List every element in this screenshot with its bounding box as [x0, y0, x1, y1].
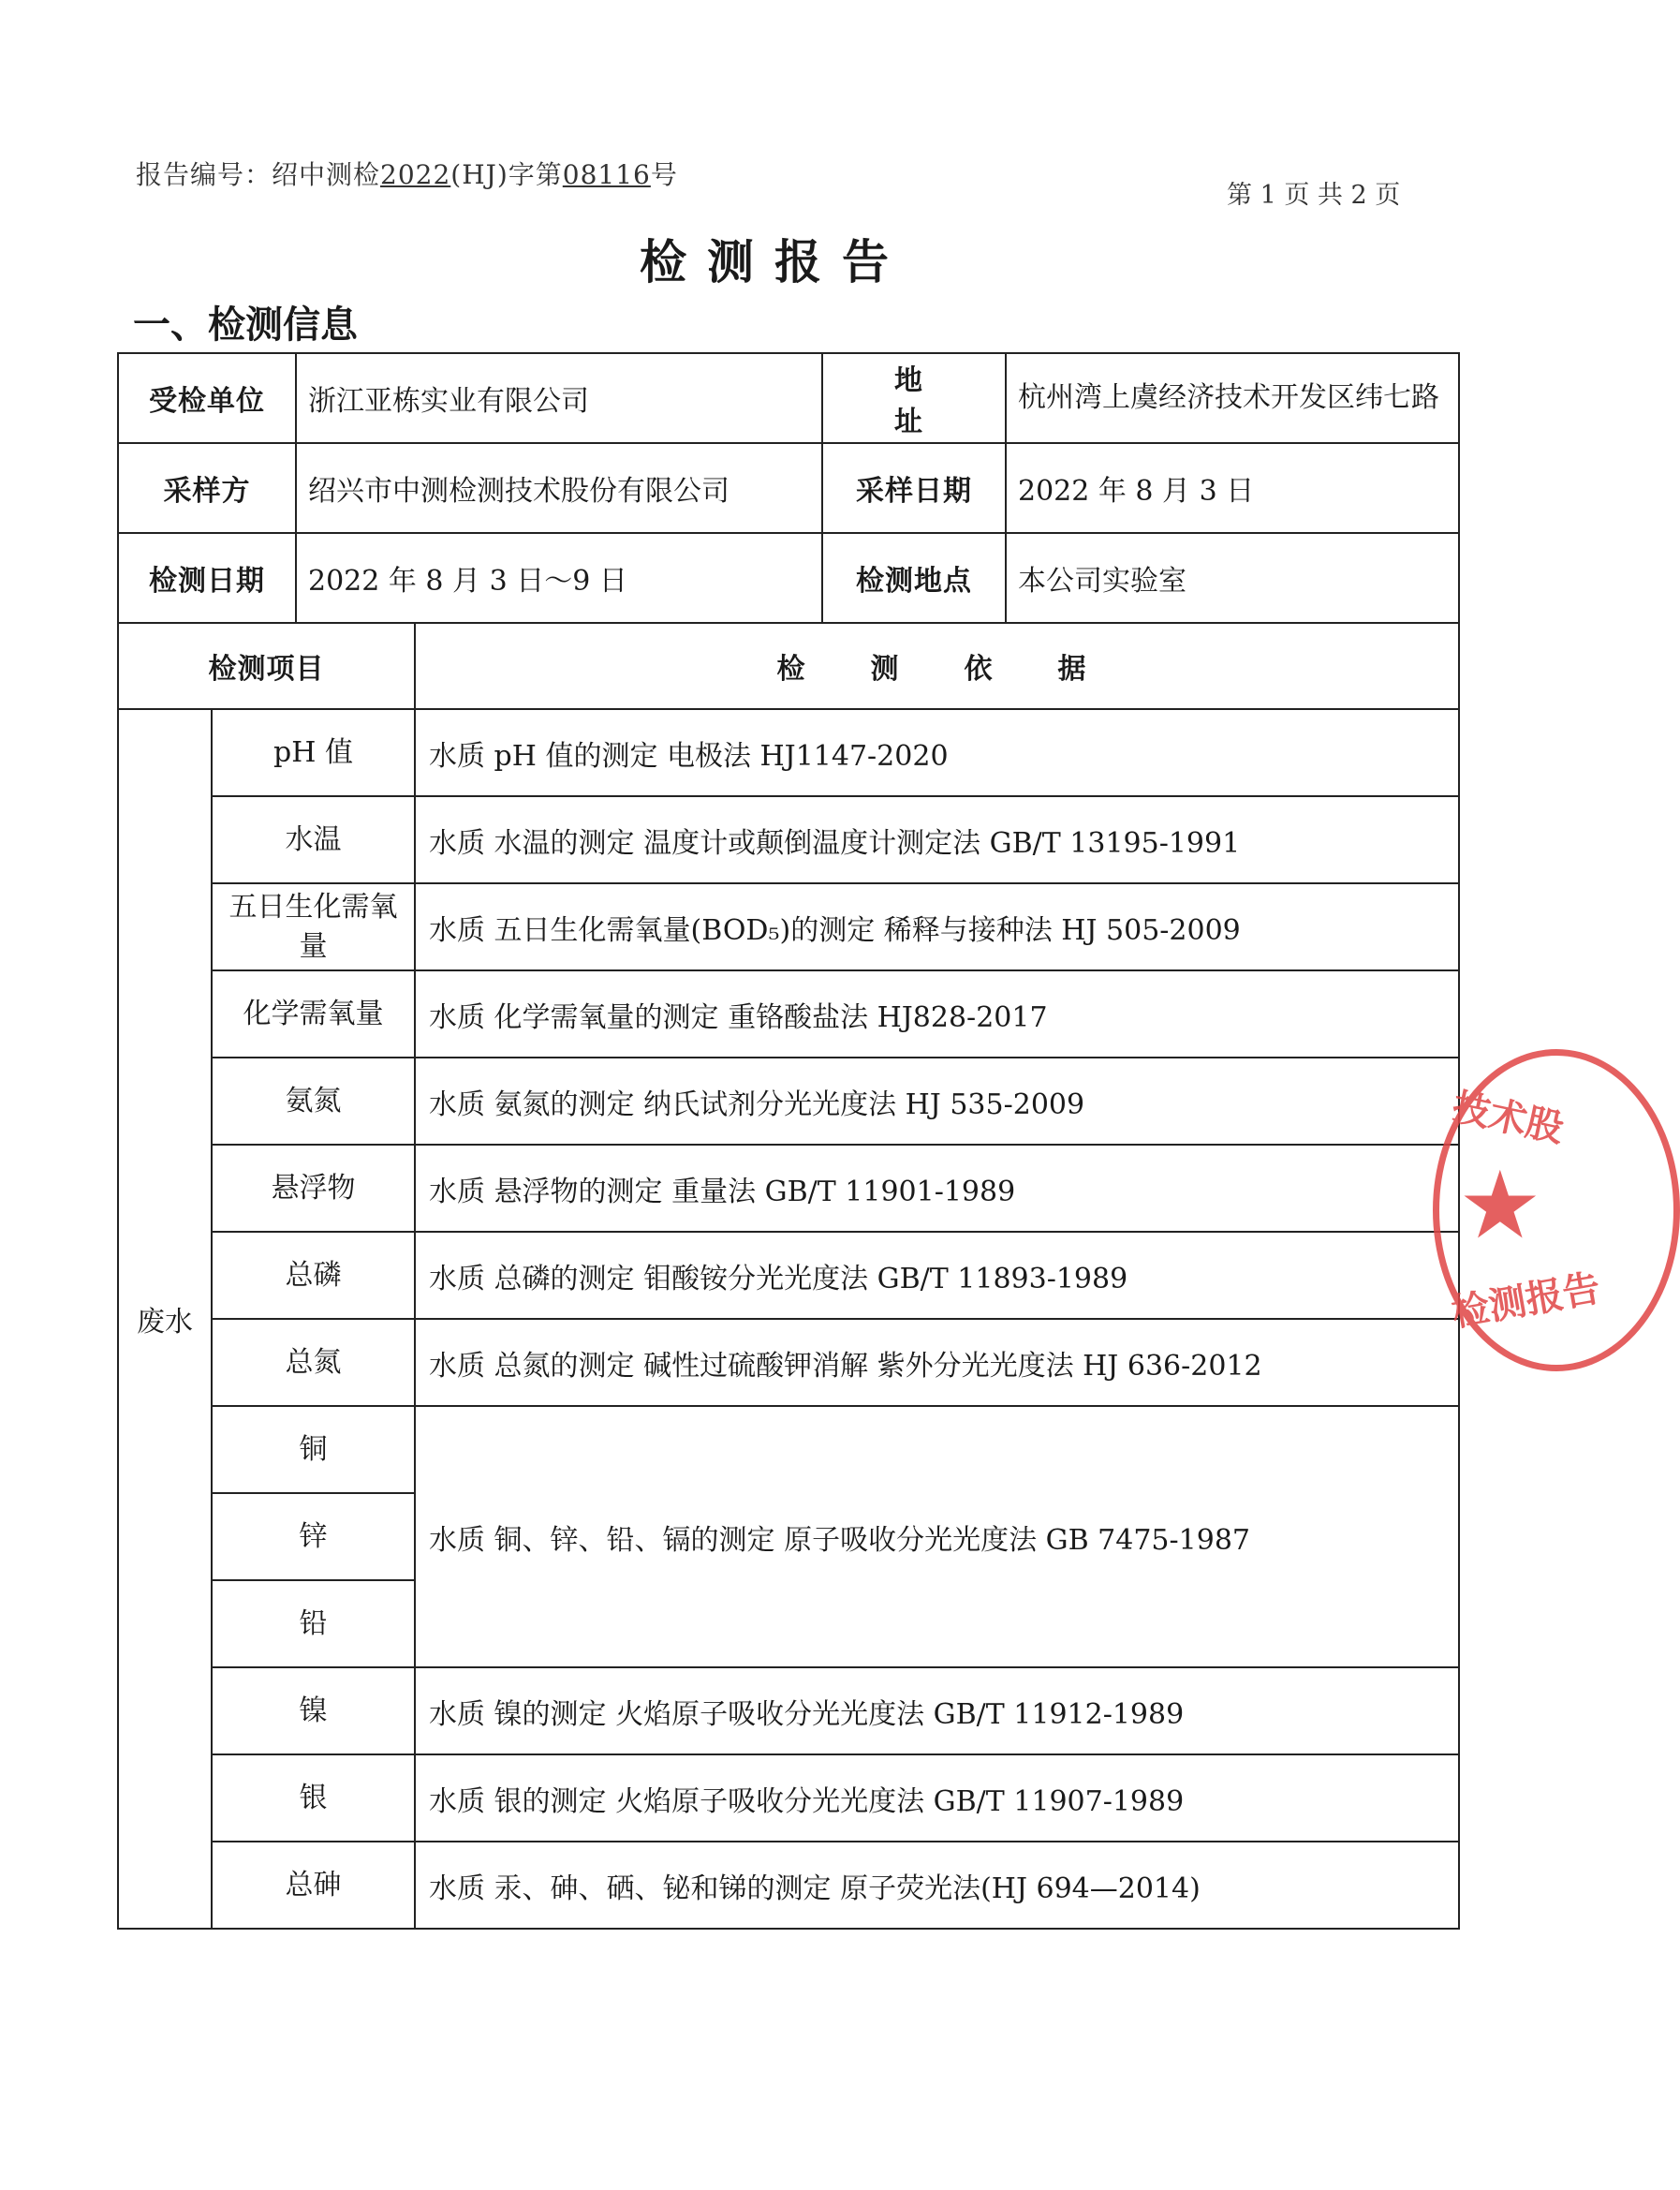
- info-table: [117, 352, 1460, 624]
- item-name: 水温: [212, 796, 415, 883]
- test-date-value: 2022 年 8 月 3 日～9 日: [296, 533, 822, 623]
- report-serial: 08116: [562, 159, 651, 190]
- report-year: 2022: [380, 159, 451, 190]
- report-number-suffix: 号: [650, 159, 678, 190]
- sampler-label: 采样方: [118, 443, 296, 533]
- item-name: 银: [212, 1754, 415, 1842]
- address-value: 杭州湾上虞经济技术开发区纬七路: [1006, 353, 1459, 443]
- item-name: 氨氮: [212, 1058, 415, 1145]
- table-row: [118, 1145, 1459, 1232]
- table-row: [118, 883, 1459, 970]
- table-row: [118, 970, 1459, 1058]
- table-row: [118, 1842, 1459, 1929]
- item-name: 悬浮物: [212, 1145, 415, 1232]
- item-name: 铅: [212, 1580, 415, 1667]
- star-icon: ★: [1458, 1150, 1542, 1260]
- method-text: 水质 化学需氧量的测定 重铬酸盐法 HJ828-2017: [415, 970, 1459, 1058]
- item-name: 五日生化需氧量: [212, 883, 415, 970]
- seal-top-text: 技术股: [1448, 1084, 1568, 1151]
- table-row: [118, 1058, 1459, 1145]
- method-text: 水质 银的测定 火焰原子吸收分光光度法 GB/T 11907-1989: [415, 1754, 1459, 1842]
- method-text: 水质 总氮的测定 碱性过硫酸钾消解 紫外分光光度法 HJ 636-2012: [415, 1319, 1459, 1406]
- item-name: 化学需氧量: [212, 970, 415, 1058]
- test-site-label: 检测地点: [822, 533, 1006, 623]
- item-name: 镍: [212, 1667, 415, 1754]
- method-text: 水质 氨氮的测定 纳氏试剂分光光度法 HJ 535-2009: [415, 1058, 1459, 1145]
- document-title: 检测报告: [640, 235, 909, 289]
- item-name: pH 值: [212, 709, 415, 796]
- seal-bottom-text: 检测报告: [1448, 1265, 1604, 1336]
- method-text: 水质 镍的测定 火焰原子吸收分光光度法 GB/T 11912-1989: [415, 1667, 1459, 1754]
- header-item: 检测项目: [118, 623, 415, 709]
- address-label: 地 址: [822, 353, 1006, 443]
- method-table: [117, 622, 1460, 1930]
- table-row: [118, 709, 1459, 796]
- method-text: 水质 汞、砷、硒、铋和锑的测定 原子荧光法(HJ 694—2014): [415, 1842, 1459, 1929]
- item-name: 总砷: [212, 1842, 415, 1929]
- page-indicator: 第 1 页 共 2 页: [1227, 181, 1401, 210]
- sampler-value: 绍兴市中测检测技术股份有限公司: [296, 443, 822, 533]
- table-row: [118, 1319, 1459, 1406]
- item-name: 总氮: [212, 1319, 415, 1406]
- method-text: 水质 总磷的测定 钼酸铵分光光度法 GB/T 11893-1989: [415, 1232, 1459, 1319]
- item-name: 锌: [212, 1493, 415, 1580]
- client-value: 浙江亚栋实业有限公司: [296, 353, 822, 443]
- table-row: [118, 1232, 1459, 1319]
- report-number-mid: (HJ)字第: [450, 159, 563, 190]
- section-heading: 一、检测信息: [133, 303, 358, 347]
- sample-date-value: 2022 年 8 月 3 日: [1006, 443, 1459, 533]
- item-name: 铜: [212, 1406, 415, 1493]
- item-name: 总磷: [212, 1232, 415, 1319]
- method-text: 水质 悬浮物的测定 重量法 GB/T 11901-1989: [415, 1145, 1459, 1232]
- report-number-label: 报告编号：绍中测检: [136, 159, 381, 190]
- sample-date-label: 采样日期: [822, 443, 1006, 533]
- category-wastewater: 废水: [118, 709, 212, 1929]
- official-seal: [1433, 1049, 1680, 1371]
- method-text: 水质 五日生化需氧量(BOD₅)的测定 稀释与接种法 HJ 505-2009: [415, 883, 1459, 970]
- method-text: 水质 pH 值的测定 电极法 HJ1147-2020: [415, 709, 1459, 796]
- test-site-value: 本公司实验室: [1006, 533, 1459, 623]
- header-basis: 检测依据: [415, 623, 1459, 709]
- method-text: 水质 水温的测定 温度计或颠倒温度计测定法 GB/T 13195-1991: [415, 796, 1459, 883]
- test-date-label: 检测日期: [118, 533, 296, 623]
- table-row: [118, 1754, 1459, 1842]
- table-row: [118, 1667, 1459, 1754]
- method-text: 水质 铜、锌、铅、镉的测定 原子吸收分光光度法 GB 7475-1987: [415, 1406, 1459, 1667]
- method-table-header: [118, 623, 1459, 709]
- client-label: 受检单位: [118, 353, 296, 443]
- table-row: [118, 1406, 1459, 1493]
- report-number: [136, 155, 678, 192]
- table-row: [118, 796, 1459, 883]
